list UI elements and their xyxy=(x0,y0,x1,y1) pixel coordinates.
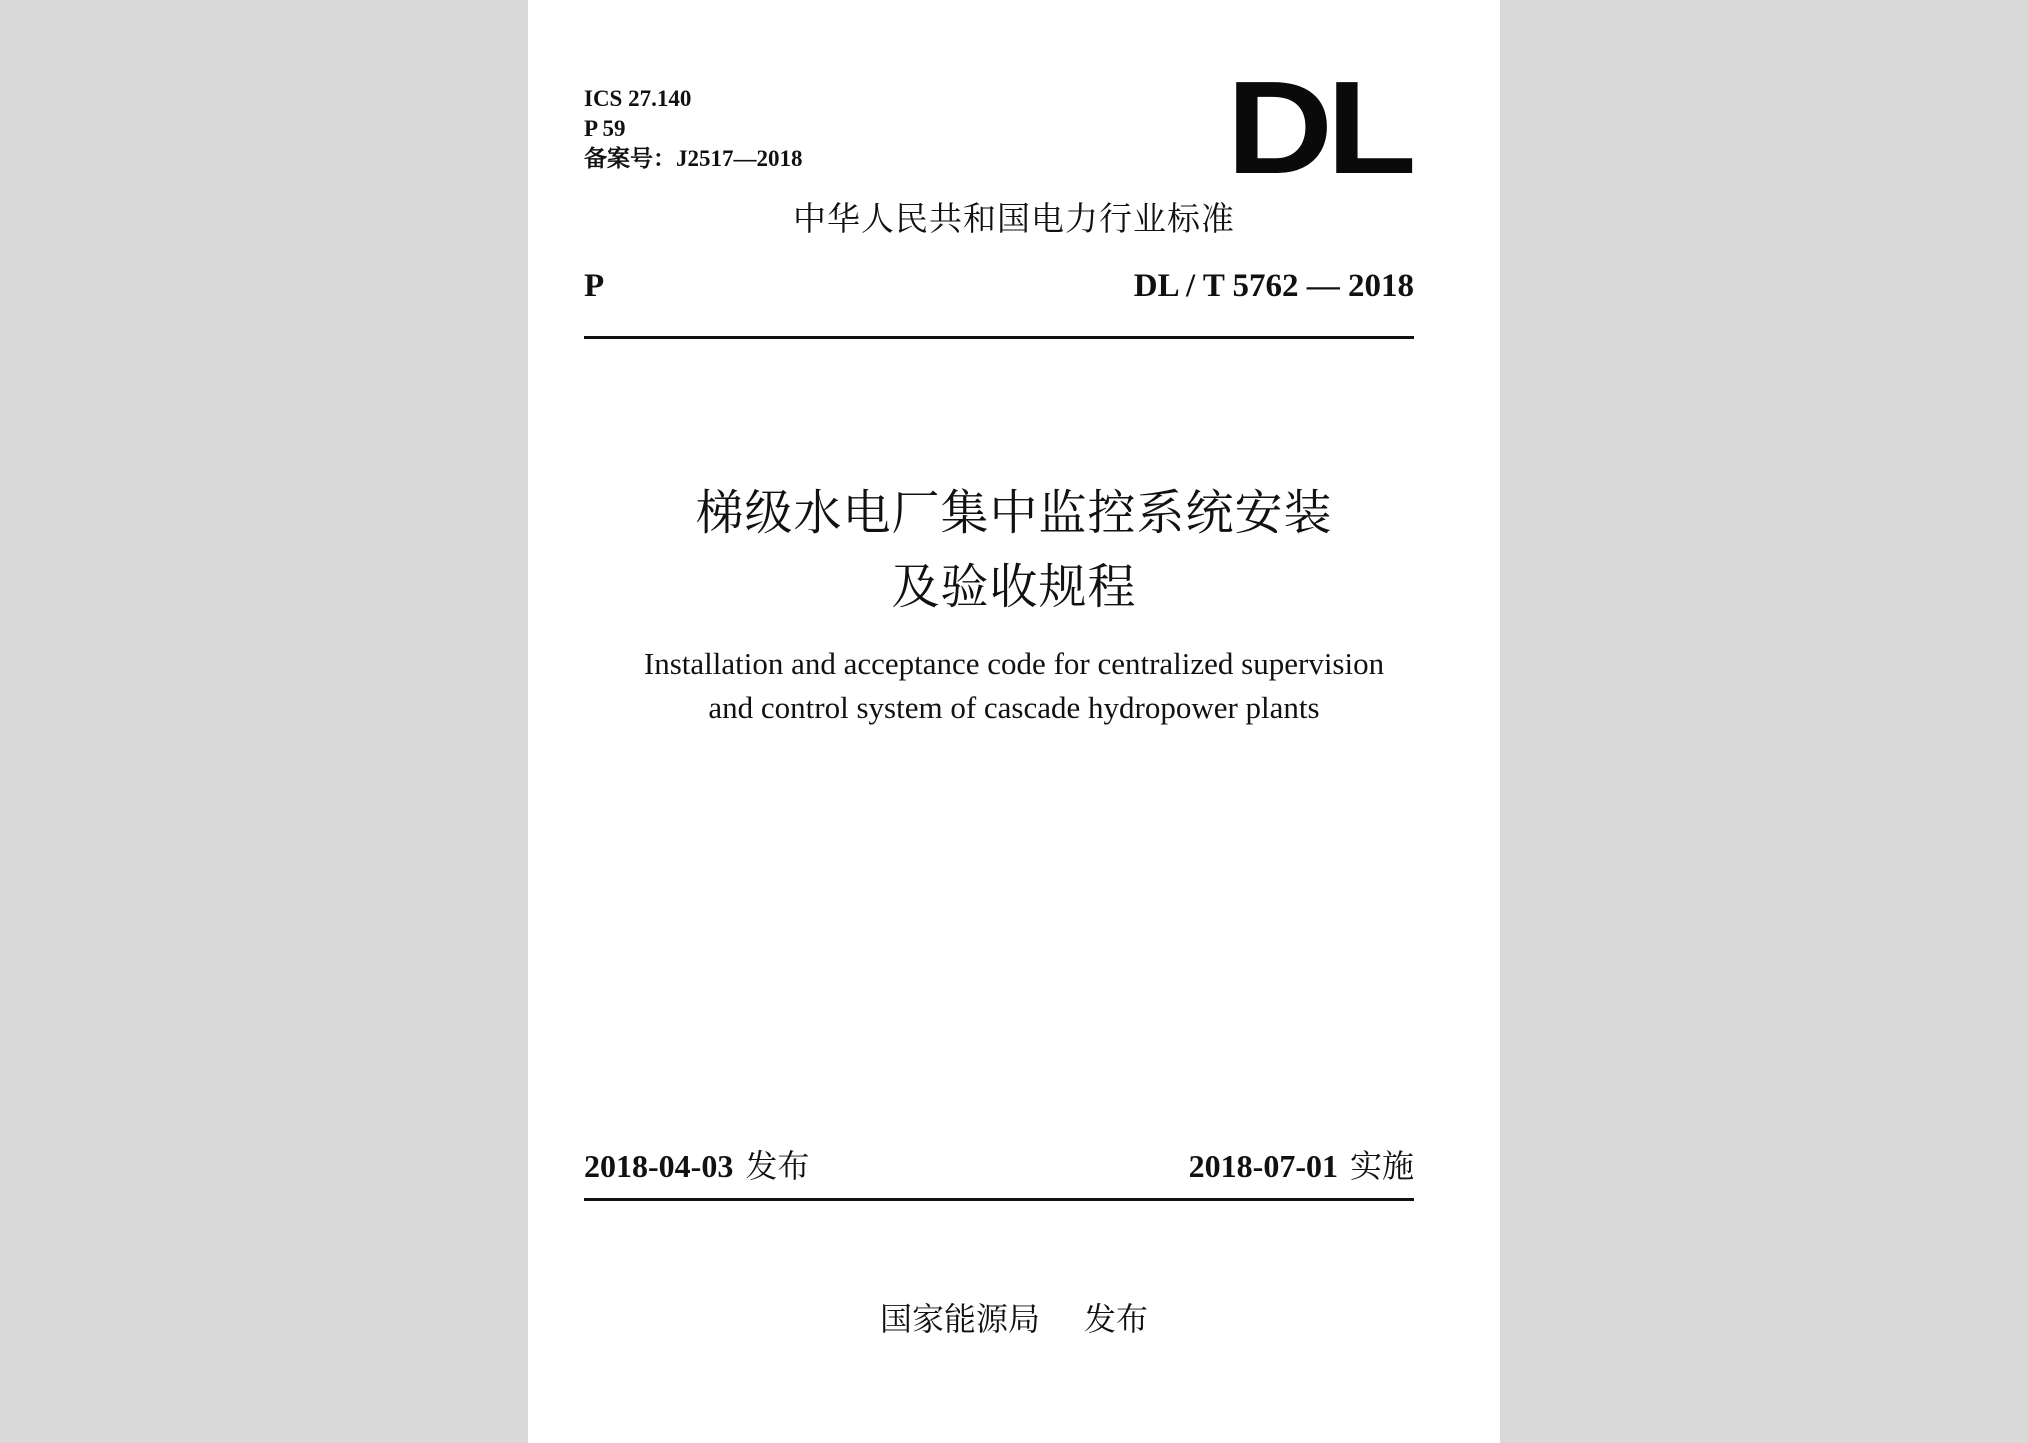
industry-standard-heading: 中华人民共和国电力行业标准 xyxy=(793,199,1235,238)
publisher-block xyxy=(528,1298,1500,1340)
bottom-divider xyxy=(584,1198,1414,1201)
implementation-label: 实施 xyxy=(1349,1147,1414,1185)
implementation-date-block xyxy=(1189,1146,1414,1186)
standard-number: DL / T 5762 — 2018 xyxy=(1133,268,1414,304)
issue-label: 发布 xyxy=(745,1147,810,1185)
publisher-action: 发布 xyxy=(1084,1300,1149,1338)
document-page xyxy=(528,0,1500,1443)
title-english-line-1: Installation and acceptance code for centralized supervision xyxy=(643,646,1385,681)
top-divider xyxy=(584,336,1414,339)
record-number: 备案号：J2517—2018 xyxy=(584,146,803,171)
issue-date-block xyxy=(584,1146,809,1186)
publisher-name: 国家能源局 xyxy=(879,1300,1040,1338)
dl-logo: DL xyxy=(1226,54,1410,201)
title-english-line-2: and control system of cascade hydropower plants xyxy=(708,690,1320,725)
title-chinese-line-1: 梯级水电厂集中监控系统安装 xyxy=(695,485,1333,541)
ccs-code: P 59 xyxy=(584,116,626,141)
ics-code: ICS 27.140 xyxy=(584,86,692,111)
implementation-date: 2018-07-01 xyxy=(1188,1148,1338,1184)
classification-code: P xyxy=(584,268,605,304)
issue-date: 2018-04-03 xyxy=(584,1148,734,1184)
title-chinese-line-2: 及验收规程 xyxy=(891,559,1137,615)
